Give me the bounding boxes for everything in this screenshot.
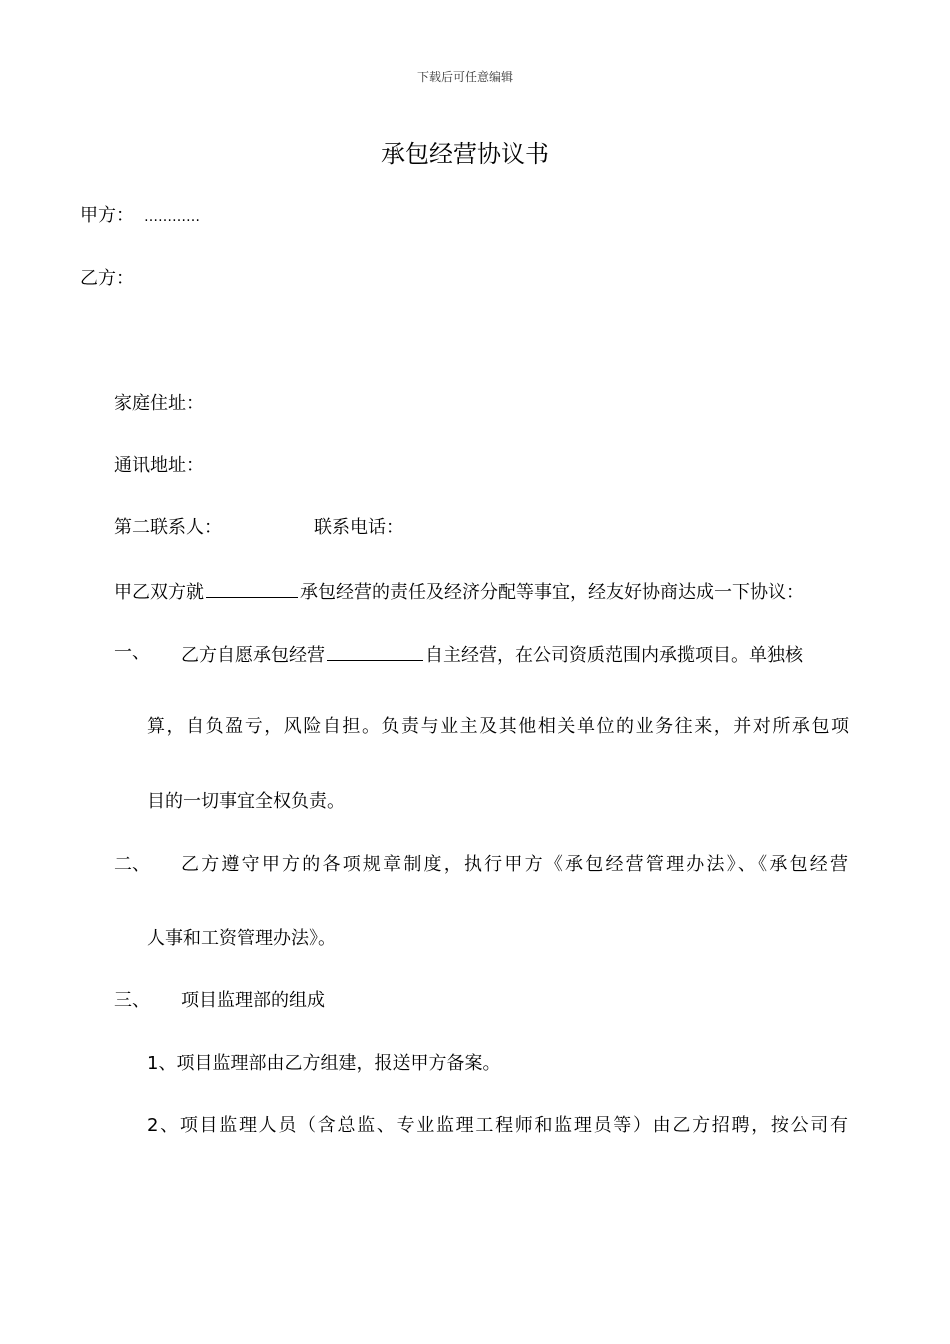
party-a-line <box>80 203 200 230</box>
header-note: 下载后可任意编辑 <box>416 70 513 84</box>
phone-label: 联系电话： <box>314 517 404 538</box>
intro-suffix: 承包经营的责任及经济分配等事宜，经友好协商达成一下协议： <box>300 582 804 603</box>
clause-3-heading: 项目监理部的组成 <box>181 990 325 1011</box>
clause-1-line-1 <box>181 640 803 669</box>
clause-2-number: 二、 <box>114 854 150 875</box>
clause-1-number: 一、 <box>114 642 150 663</box>
blank-line <box>327 640 423 661</box>
clause-2-line-1: 乙方遵守甲方的各项规章制度，执行甲方《承包经营管理办法》、《承包经营 <box>181 854 848 875</box>
clause-3-number: 三、 <box>114 990 150 1011</box>
clause-1-suffix: 自主经营，在公司资质范围内承揽项目。单独核 <box>425 645 803 666</box>
clause-2-line-2: 人事和工资管理办法》。 <box>147 928 336 949</box>
clause-1-prefix: 乙方自愿承包经营 <box>181 645 325 666</box>
second-contact-label: 第二联系人： <box>114 517 222 538</box>
clause-1-line-2: 算，自负盈亏，风险自担。负责与业主及其他相关单位的业务往来，并对所承包项 <box>147 716 849 737</box>
party-a-label: 甲方： <box>80 205 134 226</box>
mail-address-label: 通讯地址： <box>114 455 204 476</box>
document-title: 承包经营协议书 <box>381 140 549 168</box>
clause-1-line-3: 目的一切事宜全权负责。 <box>147 791 345 812</box>
clause-3-item-2: 2、项目监理人员（含总监、专业监理工程师和监理员等）由乙方招聘，按公司有 <box>147 1115 848 1136</box>
intro-paragraph <box>114 577 804 606</box>
home-address-label: 家庭住址： <box>114 393 204 414</box>
party-a-value: ………… <box>144 209 200 225</box>
clause-3-item-1: 1、项目监理部由乙方组建，报送甲方备案。 <box>147 1053 501 1074</box>
blank-line <box>206 577 298 598</box>
intro-prefix: 甲乙双方就 <box>114 582 204 603</box>
party-b-label: 乙方： <box>80 268 134 289</box>
